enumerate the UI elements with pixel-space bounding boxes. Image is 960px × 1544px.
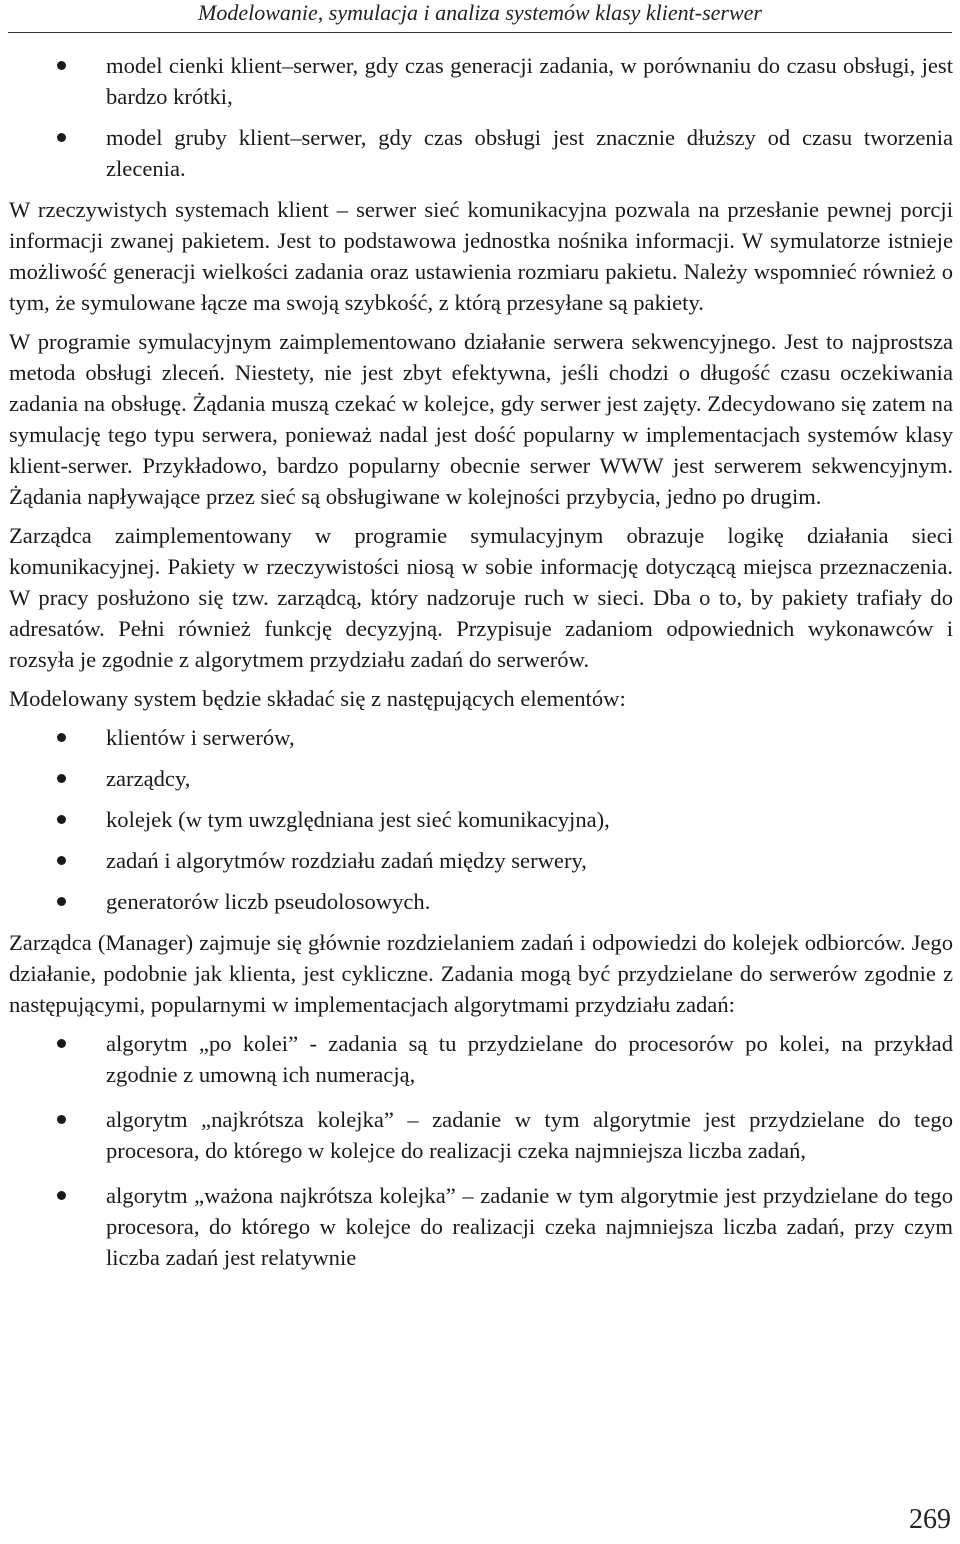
bullet-icon bbox=[57, 897, 66, 906]
list-item: generatorów liczb pseudolosowych. bbox=[9, 886, 953, 917]
bullet-icon bbox=[57, 1115, 66, 1124]
bullet-icon bbox=[57, 856, 66, 865]
bullet-icon bbox=[57, 61, 66, 70]
bullet-icon bbox=[57, 1039, 66, 1048]
list-item: kolejek (w tym uwzględniana jest sieć komunikacyjna), bbox=[9, 804, 953, 835]
bullet-icon bbox=[57, 815, 66, 824]
running-header bbox=[8, 0, 952, 33]
list-item: model cienki klient–serwer, gdy czas generacji zadania, w porównaniu do czasu obsługi, jest bardzo krótki, bbox=[9, 50, 953, 112]
bullet-icon bbox=[57, 1191, 66, 1200]
list-item: algorytm „ważona najkrótsza kolejka” – zadanie w tym algorytmie jest przydzielane do tego procesora, do którego w kolejce do realizacji czeka najmniejsza liczba zadań, przy czym liczba zadań jest relatywnie bbox=[9, 1180, 953, 1273]
list-item: algorytm „najkrótsza kolejka” – zadanie w tym algorytmie jest przydzielane do tego procesora, do którego w kolejce do realizacji czeka najmniejsza liczba zadań, bbox=[9, 1104, 953, 1166]
paragraph-packets: W rzeczywistych systemach klient – serwer sieć komunikacyjna pozwala na przesłanie pewnej porcji informacji zwanej pakietem. Jest to podstawowa jednostka nośnika informacji. W symulatorze istnieje możliwość generacji wielkości zadania oraz ustawienia rozmiaru pakietu. Należy wspomnieć również o tym, że symulowane łącze ma swoją szybkość, z którą przesyłane są pakiety. bbox=[9, 197, 953, 315]
list-item: zarządcy, bbox=[9, 763, 953, 794]
paragraph-sequential-server: W programie symulacyjnym zaimplementowano działanie serwera sekwencyjnego. Jest to najprostsza metoda obsługi zleceń. Niestety, nie jest zbyt efektywna, jeśli chodzi o długość czasu oczekiwania zadania na obsługę. Żądania muszą czekać w kolejce, gdy serwer jest zajęty. Zdecydowano się zatem na symulację tego typu serwera, ponieważ nadal jest dość popularny w implementacjach systemów klasy klient-serwer. Przykładowo, bardzo popularny obecnie serwer WWW jest serwerem sekwencyjnym. Żądania napływające przez sieć są obsługiwane w kolejności przybycia, jedno po drugim. bbox=[9, 329, 953, 509]
paragraph-system-elements-intro: Modelowany system będzie składać się z następujących elementów: bbox=[9, 686, 626, 711]
bullet-list-algorithms bbox=[9, 1028, 953, 1273]
paragraph-manager-logic: Zarządca zaimplementowany w programie symulacyjnym obrazuje logikę działania sieci komunikacyjnej. Pakiety w rzeczywistości niosą w sobie informację dotyczącą miejsca przeznaczenia. W pracy posłużono się tzw. zarządcą, który nadzoruje ruch w sieci. Dba o to, by pakiety trafiały do adresatów. Pełni również funkcję decyzyjną. Przypisuje zadaniom odpowiednich wykonawców i rozsyła je zgodnie z algorytmem przydziału zadań do serwerów. bbox=[9, 523, 953, 672]
paragraph-manager-algorithms: Zarządca (Manager) zajmuje się głównie rozdzielaniem zadań i odpowiedzi do kolejek odbiorców. Jego działanie, podobnie jak klienta, jest cykliczne. Zadania mogą być przydzielane do serwerów zgodnie z następującymi, popularnymi w implementacjach algorytmami przydziału zadań: bbox=[9, 930, 953, 1017]
list-item: zadań i algorytmów rozdziału zadań między serwery, bbox=[9, 845, 953, 876]
page-content bbox=[9, 50, 953, 1287]
list-item: model gruby klient–serwer, gdy czas obsługi jest znacznie dłuższy od czasu tworzenia zlecenia. bbox=[9, 122, 953, 184]
list-item: algorytm „po kolei” - zadania są tu przydzielane do procesorów po kolei, na przykład zgodnie z umowną ich numeracją, bbox=[9, 1028, 953, 1090]
bullet-icon bbox=[57, 133, 66, 142]
page-number: 269 bbox=[909, 1504, 951, 1535]
running-header-title: Modelowanie, symulacja i analiza systemów klasy klient-serwer bbox=[198, 0, 762, 25]
bullet-list-models bbox=[9, 50, 953, 184]
list-item: klientów i serwerów, bbox=[9, 722, 953, 753]
bullet-list-elements bbox=[9, 722, 953, 917]
bullet-icon bbox=[57, 733, 66, 742]
bullet-icon bbox=[57, 774, 66, 783]
